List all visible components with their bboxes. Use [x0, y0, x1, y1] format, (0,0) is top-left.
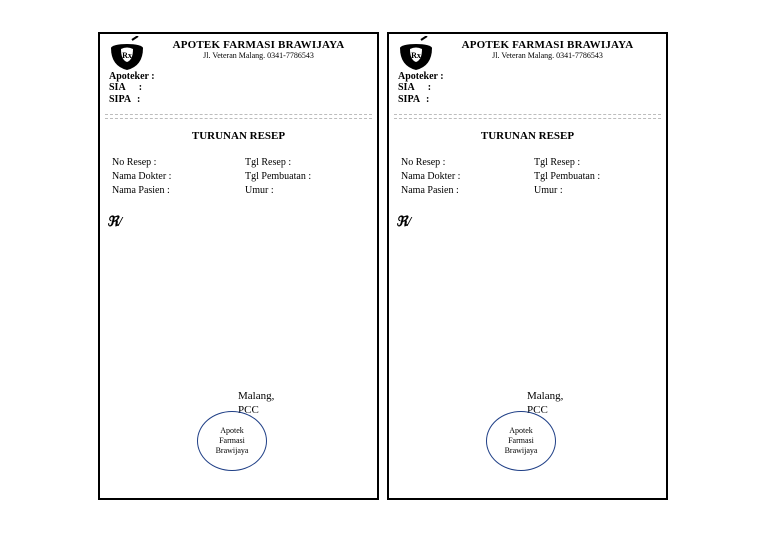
no-resep-label: No Resep : — [401, 157, 446, 168]
nama-pasien-label: Nama Pasien : — [401, 185, 459, 196]
apoteker-label: Apoteker : — [398, 71, 444, 82]
signature-name: PCC — [527, 404, 548, 416]
umur-label: Umur : — [534, 185, 563, 196]
pharmacy-stamp — [197, 411, 267, 471]
signature-city: Malang, — [527, 390, 564, 402]
form-title: TURUNAN RESEP — [480, 130, 575, 142]
stamp-line-1: Apotek — [509, 426, 533, 435]
sia-label: SIA : — [109, 82, 143, 93]
header-divider — [394, 114, 661, 119]
stamp-line-2: Farmasi — [508, 436, 534, 445]
pharmacy-name: APOTEK FARMASI BRAWIJAYA — [461, 39, 634, 51]
umur-label: Umur : — [245, 185, 274, 196]
form-title: TURUNAN RESEP — [191, 130, 286, 142]
prescription-form-right — [387, 32, 668, 500]
tgl-pembuatan-label: Tgl Pembuatan : — [534, 171, 601, 182]
pharmacy-name: APOTEK FARMASI BRAWIJAYA — [172, 39, 345, 51]
svg-text:Rx: Rx — [122, 51, 132, 60]
stamp-line-3: Brawijaya — [504, 446, 538, 455]
header-divider — [105, 114, 372, 119]
nama-dokter-label: Nama Dokter : — [401, 171, 461, 182]
prescription-form-left — [98, 32, 379, 500]
tgl-resep-label: Tgl Resep : — [534, 157, 581, 168]
rx-symbol: ℜ/ — [107, 215, 123, 230]
tgl-pembuatan-label: Tgl Pembuatan : — [245, 171, 312, 182]
stamp-line-1: Apotek — [220, 426, 244, 435]
apoteker-label: Apoteker : — [109, 71, 155, 82]
svg-text:Rx: Rx — [411, 51, 421, 60]
no-resep-label: No Resep : — [112, 157, 157, 168]
stamp-line-3: Brawijaya — [215, 446, 249, 455]
tgl-resep-label: Tgl Resep : — [245, 157, 292, 168]
sia-label: SIA : — [398, 82, 432, 93]
pharmacy-stamp — [486, 411, 556, 471]
pharmacy-address: Jl. Veteran Malang. 0341-7786543 — [203, 51, 314, 60]
nama-pasien-label: Nama Pasien : — [112, 185, 170, 196]
signature-name: PCC — [238, 404, 259, 416]
signature-city: Malang, — [238, 390, 275, 402]
sipa-label: SIPA : — [398, 94, 430, 105]
stamp-line-2: Farmasi — [219, 436, 245, 445]
rx-symbol: ℜ/ — [396, 215, 412, 230]
nama-dokter-label: Nama Dokter : — [112, 171, 172, 182]
sipa-label: SIPA : — [109, 94, 141, 105]
pharmacy-address: Jl. Veteran Malang. 0341-7786543 — [492, 51, 603, 60]
